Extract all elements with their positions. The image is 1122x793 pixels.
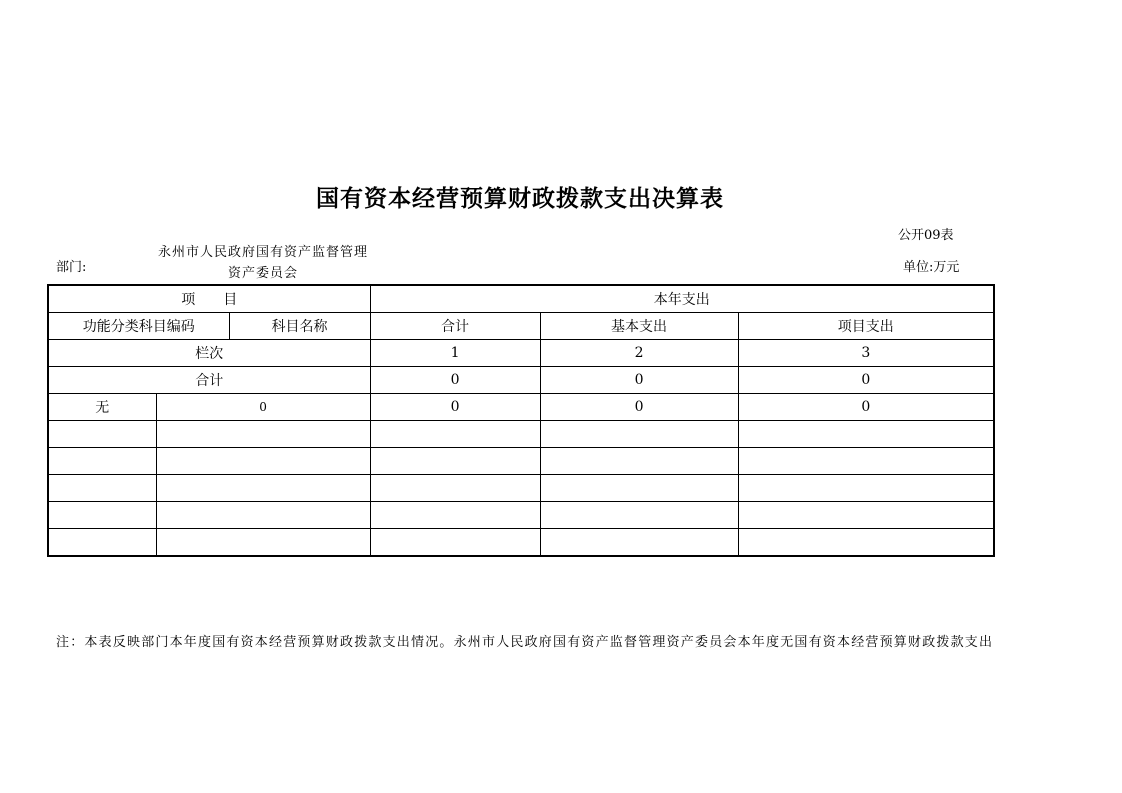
- row-basic: 0: [540, 394, 738, 421]
- row-project: 0: [738, 394, 994, 421]
- sequence-row: [48, 340, 994, 367]
- empty-cell: [48, 502, 156, 529]
- empty-cell: [48, 421, 156, 448]
- sum-basic: 0: [540, 367, 738, 394]
- empty-cell: [540, 475, 738, 502]
- empty-cell: [48, 448, 156, 475]
- row-name: 0: [156, 394, 370, 421]
- empty-cell: [540, 529, 738, 557]
- empty-cell: [48, 475, 156, 502]
- empty-cell: [370, 529, 540, 557]
- empty-cell: [738, 529, 994, 557]
- row-total: 0: [370, 394, 540, 421]
- row-code: 无: [48, 394, 156, 421]
- empty-cell: [156, 448, 370, 475]
- empty-cell: [738, 421, 994, 448]
- empty-cell: [540, 421, 738, 448]
- empty-cell: [370, 502, 540, 529]
- empty-cell: [156, 475, 370, 502]
- sum-label: 合计: [48, 367, 370, 394]
- col-name: 科目名称: [229, 313, 370, 340]
- empty-cell: [738, 502, 994, 529]
- expenditure-table: [47, 284, 995, 557]
- table-row: [48, 475, 994, 502]
- empty-cell: [540, 448, 738, 475]
- empty-cell: [738, 448, 994, 475]
- seq-2: 2: [540, 340, 738, 367]
- empty-cell: [48, 529, 156, 557]
- col-project: 项目支出: [738, 313, 994, 340]
- empty-cell: [370, 475, 540, 502]
- seq-3: 3: [738, 340, 994, 367]
- table-row: [48, 448, 994, 475]
- empty-cell: [156, 529, 370, 557]
- empty-cell: [370, 448, 540, 475]
- table-row: [48, 529, 994, 557]
- table-header-row: [48, 285, 994, 313]
- header-year-expenditure: 本年支出: [370, 285, 994, 313]
- empty-cell: [156, 502, 370, 529]
- department-value: 永州市人民政府国有资产监督管理资产委员会: [158, 245, 369, 281]
- sum-total: 0: [370, 367, 540, 394]
- seq-label: 栏次: [48, 340, 370, 367]
- sum-project: 0: [738, 367, 994, 394]
- header-item: 项 目: [48, 285, 370, 313]
- table-row: [48, 394, 994, 421]
- sum-row: [48, 367, 994, 394]
- table-row: [48, 421, 994, 448]
- column-header-row: [48, 313, 994, 340]
- empty-cell: [156, 421, 370, 448]
- page-title: 国有资本经营预算财政拨款支出决算表: [316, 185, 724, 212]
- form-number: 公开09表: [898, 228, 954, 243]
- footnote: 注：本表反映部门本年度国有资本经营预算财政拨款支出情况。永州市人民政府国有资产监督管理资产委员会本年度无国有资本经营预算财政拨款支出: [56, 635, 994, 650]
- col-code: 功能分类科目编码: [48, 313, 229, 340]
- department-label: 部门:: [56, 260, 87, 275]
- unit-label: 单位:万元: [903, 260, 960, 275]
- col-total: 合计: [370, 313, 540, 340]
- empty-cell: [738, 475, 994, 502]
- col-basic: 基本支出: [540, 313, 738, 340]
- seq-1: 1: [370, 340, 540, 367]
- empty-cell: [370, 421, 540, 448]
- table-row: [48, 502, 994, 529]
- empty-cell: [540, 502, 738, 529]
